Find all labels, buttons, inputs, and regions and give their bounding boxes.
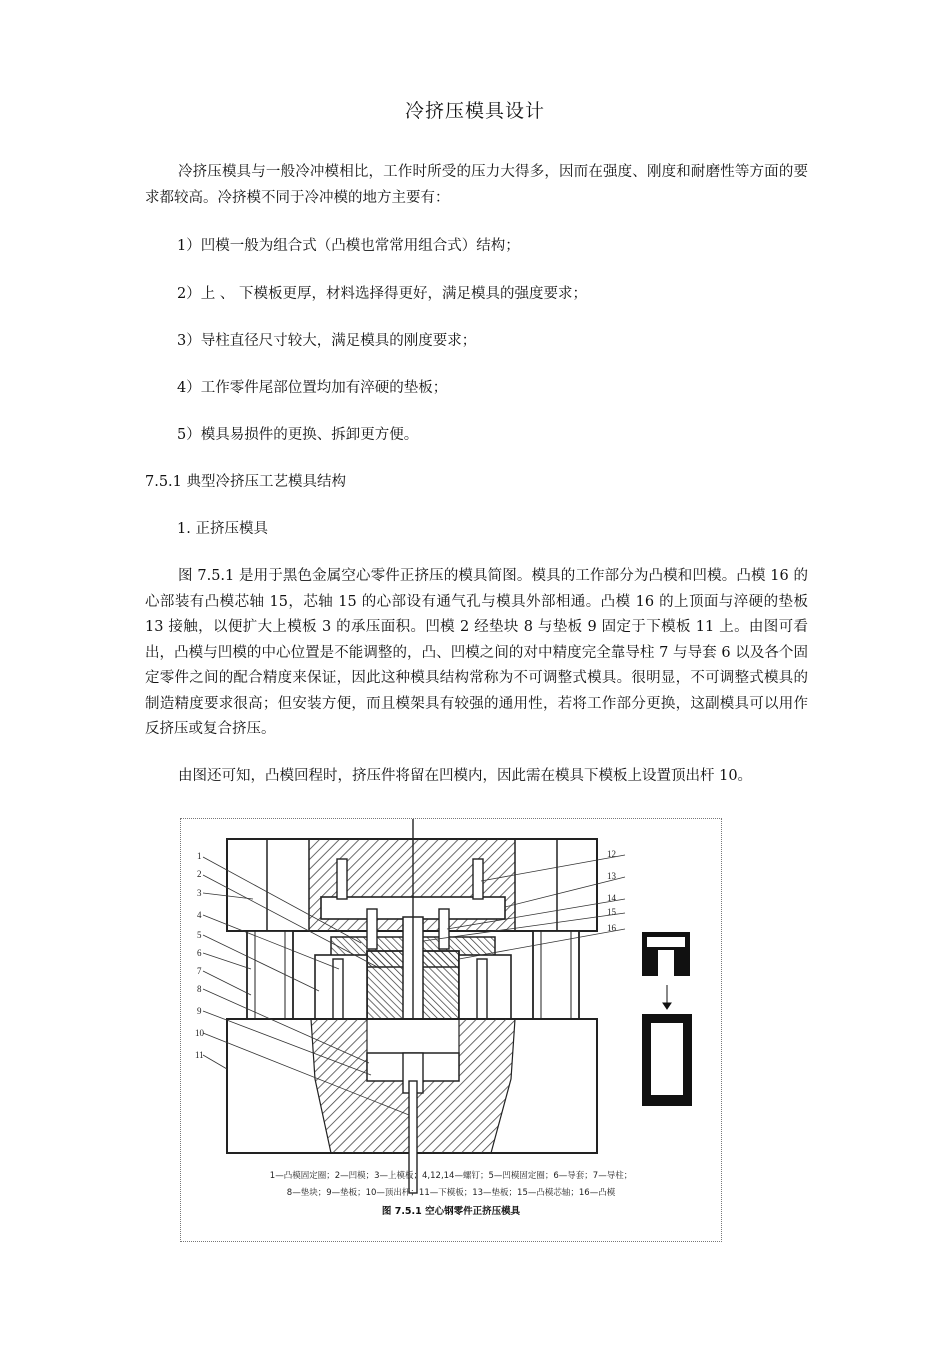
label-13: 13 bbox=[607, 871, 616, 881]
label-11: 11 bbox=[195, 1050, 204, 1060]
page-title: 冷挤压模具设计 bbox=[404, 100, 545, 122]
body-paragraph-1: 图 7.5.1 是用于黑色金属空心零件正挤压的模具简图。模具的工作部分为凸模和凹模。凸模 16 的心部装有凸模芯轴 15，芯轴 15 的心部设有通气孔与模具外部相通。凸模 16 的上顶面与淬硬的垫板 13 接触，以便扩大上模板 3 的承压面积。凹模 2 经垫块 8 与垫板 9 固定于下模板 11 上。由图可看出，凸模与凹模的中心位置是不能调整的，凸、凹模之间的对中精度完全靠导柱 7 与导套 6 以及各个固定零件之间的配合精度来保证，因此这种模具结构常称为不可调整式模具。很明显，不可调整式模具的制造精度要求很高；但安装方便，而且模架具有较强的通用性，若将工作部分更换，这副模具可以用作反挤压或复合挤压。 bbox=[145, 568, 808, 737]
subsection-heading: 1. 正挤压模具 bbox=[177, 521, 268, 537]
label-15: 15 bbox=[607, 907, 616, 917]
label-14: 14 bbox=[607, 893, 616, 903]
list-item-3: 3）导柱直径尺寸较大，满足模具的刚度要求； bbox=[177, 333, 477, 349]
section-heading: 7.5.1 典型冷挤压工艺模具结构 bbox=[145, 474, 347, 490]
left-labels bbox=[195, 851, 205, 1060]
right-labels bbox=[607, 849, 617, 933]
label-12: 12 bbox=[607, 849, 616, 859]
label-10: 10 bbox=[195, 1028, 204, 1038]
label-3: 3 bbox=[197, 888, 202, 898]
figure-legend-line-2: 8—垫块；9—垫板；10—顶出杆；11—下模板；13—垫板；15—凸模芯轴；16—凸模 bbox=[286, 1188, 616, 1198]
label-7: 7 bbox=[197, 966, 202, 976]
figure-box bbox=[180, 818, 722, 1242]
list-item-5: 5）模具易损件的更换、拆卸更方便。 bbox=[177, 427, 419, 443]
body-paragraph-2: 由图还可知，凸模回程时，挤压件将留在凹模内，因此需在模具下模板上设置顶出杆 10。 bbox=[178, 768, 753, 784]
workpiece-sketch bbox=[643, 933, 691, 1105]
label-9: 9 bbox=[197, 1006, 202, 1016]
intro-paragraph: 冷挤压模具与一般冷冲模相比，工作时所受的压力大得多，因而在强度、刚度和耐磨性等方面的要求都较高。冷挤模不同于冷冲模的地方主要有： bbox=[145, 164, 808, 206]
label-6: 6 bbox=[197, 948, 202, 958]
label-16: 16 bbox=[607, 923, 616, 933]
list-item-4: 4）工作零件尾部位置均加有淬硬的垫板； bbox=[177, 380, 448, 396]
label-5: 5 bbox=[197, 930, 202, 940]
list-item-2: 2）上 、 下模板更厚，材料选择得更好，满足模具的强度要求； bbox=[177, 286, 587, 302]
figure-caption: 图 7.5.1 空心钢零件正挤压模具 bbox=[381, 1206, 521, 1217]
figure-legend-line-1: 1—凸模固定圈；2—凹模；3—上模板；4,12,14—螺钉；5—凹模固定圈；6—导套；7—导柱； bbox=[269, 1171, 633, 1181]
label-4: 4 bbox=[197, 910, 202, 920]
label-2: 2 bbox=[197, 869, 202, 879]
label-8: 8 bbox=[197, 984, 202, 994]
list-item-1: 1）凹模一般为组合式（凸模也常常用组合式）结构； bbox=[177, 238, 520, 254]
label-1: 1 bbox=[197, 851, 202, 861]
